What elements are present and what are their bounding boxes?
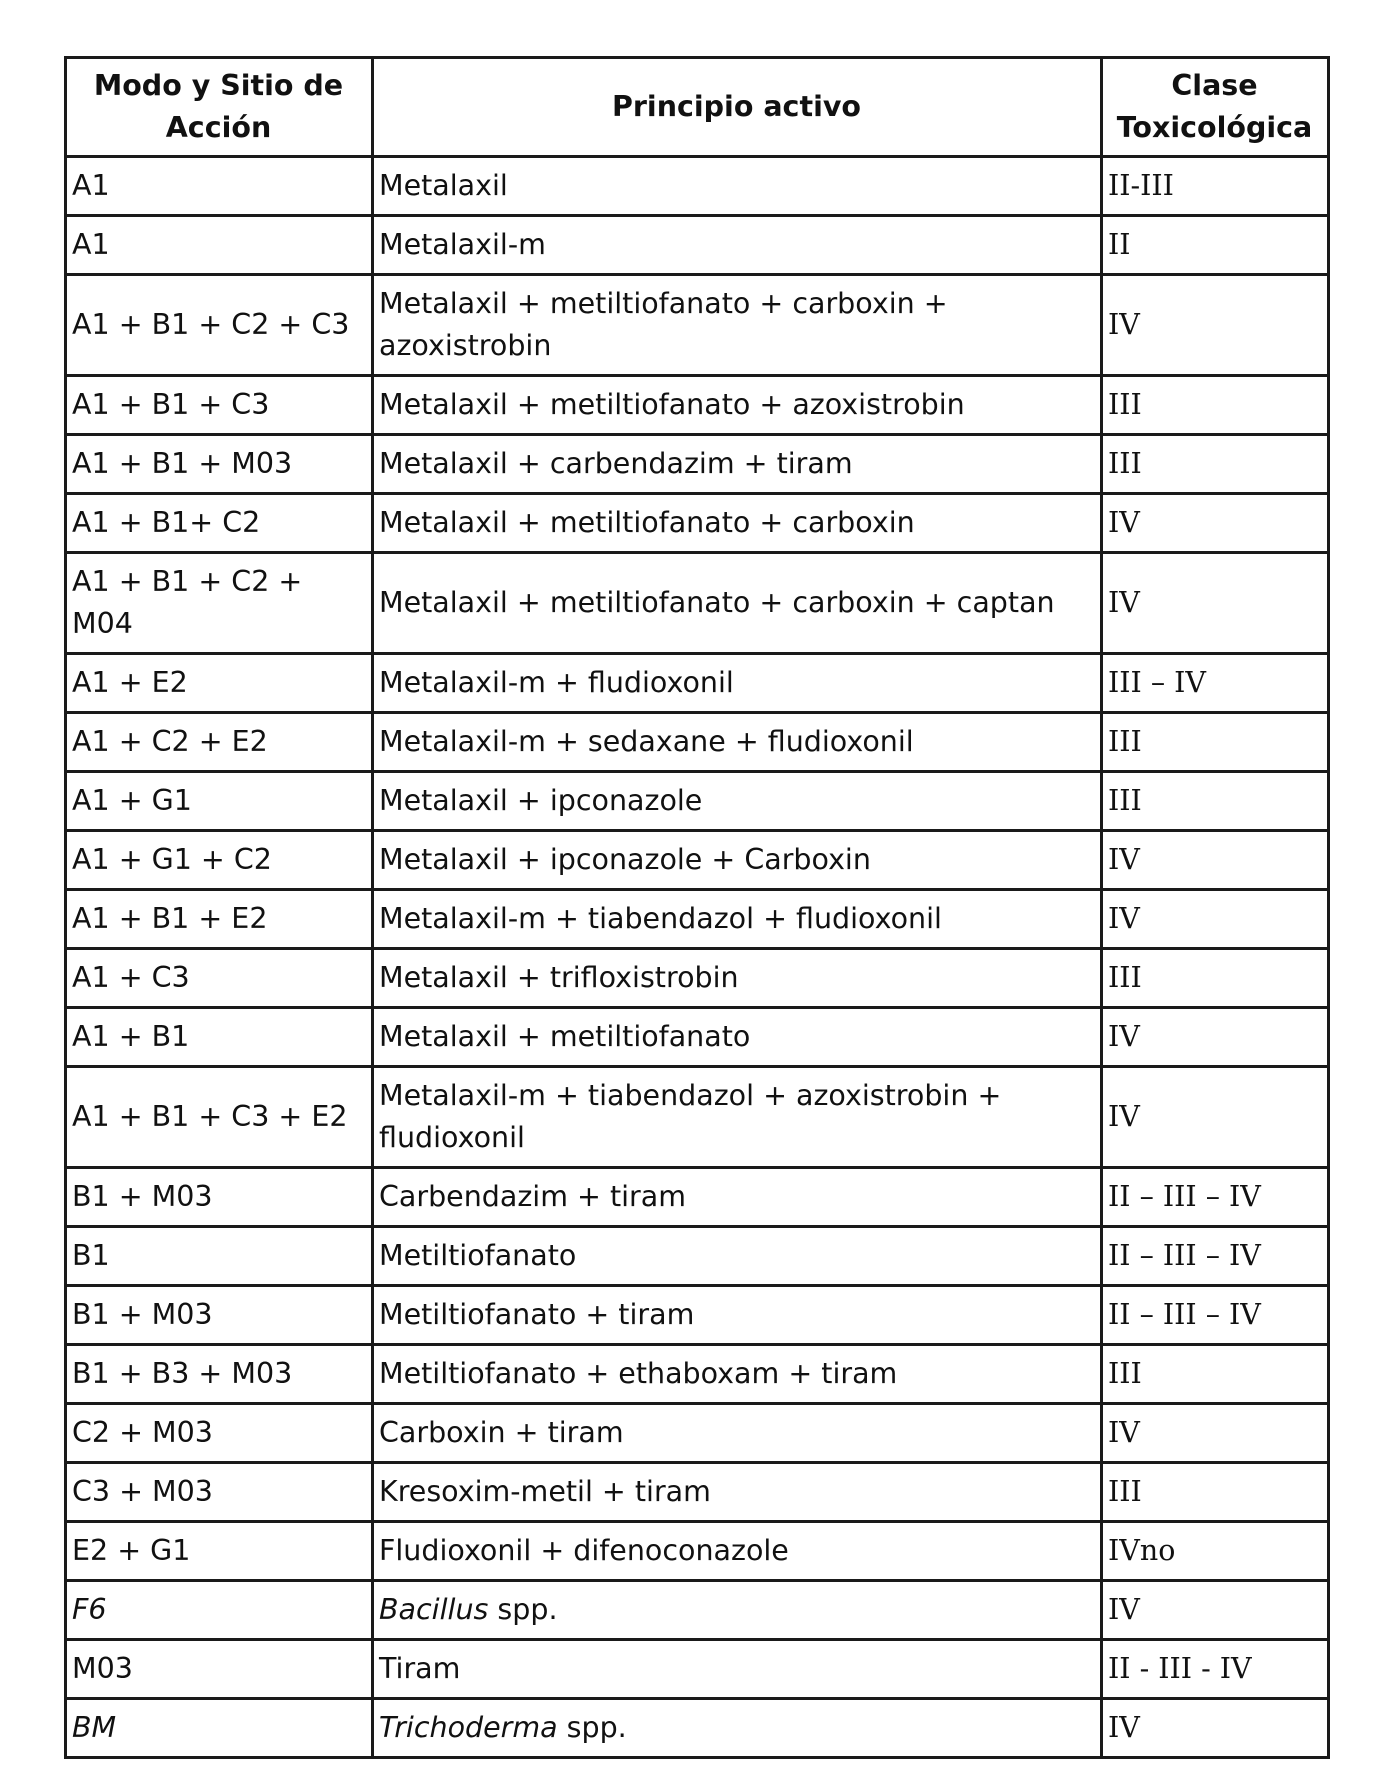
principle-cell: Tiram [373,1640,1102,1699]
mode-cell: E2 + G1 [66,1522,373,1581]
mode-cell: A1 + C3 [66,949,373,1008]
class-cell: II – III – IV [1102,1168,1329,1227]
class-cell: IV [1102,494,1329,553]
principle-cell: Metalaxil + metiltiofanato [373,1008,1102,1067]
table-row [66,1227,1329,1286]
header-mode: Modo y Sitio de Acción [66,58,373,157]
class-cell: IV [1102,553,1329,654]
principle-cell: Metalaxil-m + fludioxonil [373,654,1102,713]
principle-cell: Metiltiofanato + ethaboxam + tiram [373,1345,1102,1404]
class-cell: II – III – IV [1102,1227,1329,1286]
mode-cell: A1 + B1 + C3 [66,376,373,435]
principle-cell: Metalaxil-m + tiabendazol + azoxistrobin + fludioxonil [373,1067,1102,1168]
mode-cell: A1 + B1 + M03 [66,435,373,494]
table-row [66,157,1329,216]
mode-cell: A1 [66,216,373,275]
organism-suffix: spp. [557,1711,627,1744]
mode-cell: A1 + C2 + E2 [66,713,373,772]
class-cell: IV [1102,275,1329,376]
principle-cell [373,1581,1102,1640]
table-row [66,1699,1329,1758]
principle-cell: Metalaxil + metiltiofanato + carboxin [373,494,1102,553]
class-cell: IV [1102,890,1329,949]
table-row [66,553,1329,654]
class-cell: IV [1102,1008,1329,1067]
class-cell: IVno [1102,1522,1329,1581]
table-row [66,1286,1329,1345]
table-row [66,376,1329,435]
table-row [66,435,1329,494]
mode-cell: A1 + B1 + C2 + M04 [66,553,373,654]
principle-cell: Metalaxil + metiltiofanato + azoxistrobin [373,376,1102,435]
principle-cell: Metalaxil + carbendazim + tiram [373,435,1102,494]
principle-cell: Metiltiofanato [373,1227,1102,1286]
fungicide-table [64,56,1330,1759]
class-cell: III [1102,772,1329,831]
class-cell: III [1102,1463,1329,1522]
table-row [66,772,1329,831]
table-row [66,275,1329,376]
principle-cell: Metalaxil-m [373,216,1102,275]
class-cell: II-III [1102,157,1329,216]
class-cell: IV [1102,1404,1329,1463]
mode-cell: B1 [66,1227,373,1286]
table-row [66,1168,1329,1227]
principle-cell: Kresoxim-metil + tiram [373,1463,1102,1522]
table-row [66,654,1329,713]
table-row [66,1008,1329,1067]
table-row [66,1581,1329,1640]
principle-cell: Metalaxil + ipconazole [373,772,1102,831]
header-row [66,58,1329,157]
mode-cell: A1 + B1 + C2 + C3 [66,275,373,376]
table-row [66,890,1329,949]
table-row [66,1067,1329,1168]
principle-cell: Metalaxil [373,157,1102,216]
table-row [66,1640,1329,1699]
table-row [66,1463,1329,1522]
mode-cell: A1 + B1+ C2 [66,494,373,553]
mode-cell: A1 + G1 [66,772,373,831]
principle-cell: Metalaxil + metiltiofanato + carboxin + azoxistrobin [373,275,1102,376]
principle-cell: Metalaxil + ipconazole + Carboxin [373,831,1102,890]
mode-cell: M03 [66,1640,373,1699]
organism-name: Bacillus [379,1593,489,1626]
class-cell: IV [1102,831,1329,890]
class-cell: IV [1102,1581,1329,1640]
principle-cell: Metalaxil-m + tiabendazol + fludioxonil [373,890,1102,949]
class-cell: II [1102,216,1329,275]
table-row [66,494,1329,553]
class-cell: III [1102,949,1329,1008]
table-row [66,831,1329,890]
header-class: Clase Toxicológica [1102,58,1329,157]
principle-cell: Metiltiofanato + tiram [373,1286,1102,1345]
principle-cell: Metalaxil + metiltiofanato + carboxin + captan [373,553,1102,654]
table-row [66,949,1329,1008]
mode-cell: A1 + B1 + E2 [66,890,373,949]
principle-cell: Metalaxil + trifloxistrobin [373,949,1102,1008]
class-cell: IV [1102,1067,1329,1168]
mode-cell: A1 + G1 + C2 [66,831,373,890]
mode-cell: A1 [66,157,373,216]
header-principle: Principio activo [373,58,1102,157]
organism-suffix: spp. [488,1593,558,1626]
principle-cell: Carbendazim + tiram [373,1168,1102,1227]
principle-cell: Metalaxil-m + sedaxane + fludioxonil [373,713,1102,772]
mode-cell: A1 + B1 [66,1008,373,1067]
class-cell: IV [1102,1699,1329,1758]
principle-cell: Fludioxonil + difenoconazole [373,1522,1102,1581]
table-row [66,216,1329,275]
organism-name: Trichoderma [379,1711,558,1744]
mode-cell: C2 + M03 [66,1404,373,1463]
class-cell: III – IV [1102,654,1329,713]
table-row [66,1522,1329,1581]
class-cell: II - III - IV [1102,1640,1329,1699]
principle-cell [373,1699,1102,1758]
mode-cell: BM [66,1699,373,1758]
class-cell: III [1102,376,1329,435]
mode-cell: C3 + M03 [66,1463,373,1522]
mode-cell: B1 + M03 [66,1168,373,1227]
mode-cell: F6 [66,1581,373,1640]
class-cell: III [1102,435,1329,494]
table-row [66,1345,1329,1404]
class-cell: III [1102,1345,1329,1404]
mode-cell: B1 + M03 [66,1286,373,1345]
class-cell: III [1102,713,1329,772]
table-row [66,1404,1329,1463]
principle-cell: Carboxin + tiram [373,1404,1102,1463]
table-row [66,713,1329,772]
class-cell: II – III – IV [1102,1286,1329,1345]
mode-cell: A1 + B1 + C3 + E2 [66,1067,373,1168]
mode-cell: B1 + B3 + M03 [66,1345,373,1404]
mode-cell: A1 + E2 [66,654,373,713]
